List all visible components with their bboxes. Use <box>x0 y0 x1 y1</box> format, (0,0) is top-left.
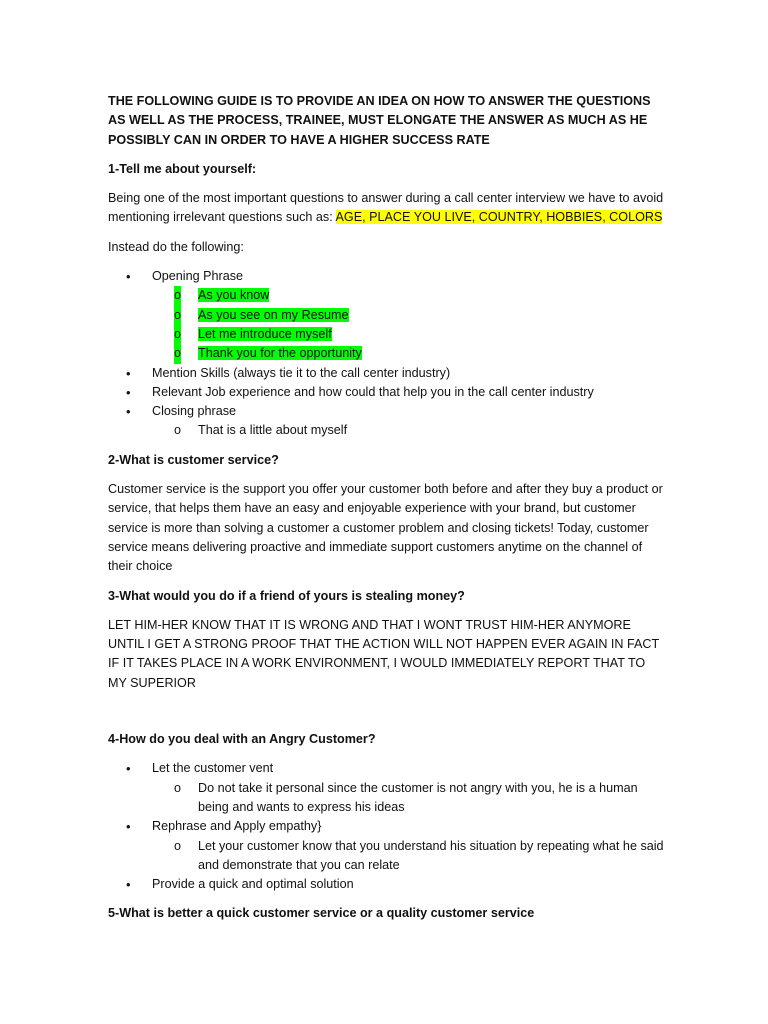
list-item-label: Relevant Job experience and how could that help you in the call center industry <box>152 384 594 399</box>
question-2-title: 2-What is customer service? <box>108 452 279 467</box>
sub-item-label: Thank you for the opportunity <box>198 346 362 361</box>
question-1-highlight: AGE, PLACE YOU LIVE, COUNTRY, HOBBIES, COLORS <box>335 210 663 225</box>
list-item-closing <box>108 402 664 421</box>
question-1-text: Being one of the most important questions to answer during a call center interview we have to avoid mentioning irrelevant questions such as: <box>108 191 664 225</box>
sub-bullet-icon: o <box>174 306 181 325</box>
question-1-title: 1-Tell me about yourself: <box>108 161 257 176</box>
list-item-label: Let the customer vent <box>152 761 274 776</box>
list-item-label: Mention Skills (always tie it to the call center industry) <box>152 365 451 380</box>
sub-bullet-icon: o <box>174 838 182 853</box>
list-item-rephrase <box>108 817 664 836</box>
sub-bullet-icon: o <box>174 325 181 344</box>
sub-item <box>108 837 664 876</box>
question-3-title: 3-What would you do if a friend of yours is stealing money? <box>108 588 465 603</box>
question-4-title: 4-How do you deal with an Angry Customer? <box>108 732 376 747</box>
sub-item <box>108 421 664 440</box>
sub-item <box>108 286 664 305</box>
list-item-label: Opening Phrase <box>152 269 244 284</box>
list-item-label: Closing phrase <box>152 404 237 419</box>
document-page <box>108 92 664 924</box>
list-item-skills <box>108 364 664 383</box>
question-1-list <box>108 267 664 441</box>
sub-item-label: That is a little about myself <box>198 423 348 438</box>
sub-item <box>108 344 664 363</box>
list-item-experience <box>108 383 664 402</box>
sub-bullet-icon: o <box>174 780 182 795</box>
instead-line: Instead do the following: <box>108 239 244 254</box>
sub-bullet-icon: o <box>174 423 182 438</box>
question-3-paragraph: LET HIM-HER KNOW THAT IT IS WRONG AND THAT I WONT TRUST HIM-HER ANYMORE UNTIL I GET A STRONG PROOF THAT THE ACTION WILL NOT HAPPEN EVER AGAIN IN FACT IF IT TAKES PLACE IN A WORK ENVIRONMENT, I WOULD IMMEDIATELY REPORT THAT TO MY SUPERIOR <box>108 617 659 690</box>
sub-item-label: Do not take it personal since the customer is not angry with you, he is a human being and wants to express his ideas <box>198 780 638 814</box>
sub-item-label: As you know <box>198 288 270 303</box>
sub-item-label: Let your customer know that you understand his situation by repeating what he said and demonstrate that you can relate <box>198 838 664 872</box>
question-4-list <box>108 759 664 894</box>
list-item-label: Rephrase and Apply empathy} <box>152 819 322 834</box>
sub-item-label: As you see on my Resume <box>198 307 349 322</box>
intro-heading: THE FOLLOWING GUIDE IS TO PROVIDE AN IDEA ON HOW TO ANSWER THE QUESTIONS AS WELL AS THE PROCESS, TRAINEE, MUST ELONGATE THE ANSWER AS MUCH AS HE POSSIBLY CAN IN ORDER TO HAVE A HIGHER SUCCESS RATE <box>108 94 651 147</box>
sub-bullet-icon: o <box>174 286 181 305</box>
sub-bullet-icon: o <box>174 344 181 363</box>
list-item-solution <box>108 875 664 894</box>
list-item-opening <box>108 267 664 286</box>
question-1-paragraph <box>108 189 664 228</box>
list-item-vent <box>108 759 664 778</box>
sub-item-label: Let me introduce myself <box>198 326 332 341</box>
list-item-label: Provide a quick and optimal solution <box>152 877 354 892</box>
sub-item <box>108 325 664 344</box>
question-2-paragraph: Customer service is the support you offer your customer both before and after they buy a product or service, that helps them have an easy and enjoyable experience with your brand, but customer service is more than solving a customer a customer problem and closing tickets! Today, customer service means delivering proactive and immediate support customers anytime on the channel of their choice <box>108 482 663 574</box>
question-5-title: 5-What is better a quick customer service or a quality customer service <box>108 906 535 921</box>
sub-item <box>108 779 664 818</box>
sub-item <box>108 306 664 325</box>
